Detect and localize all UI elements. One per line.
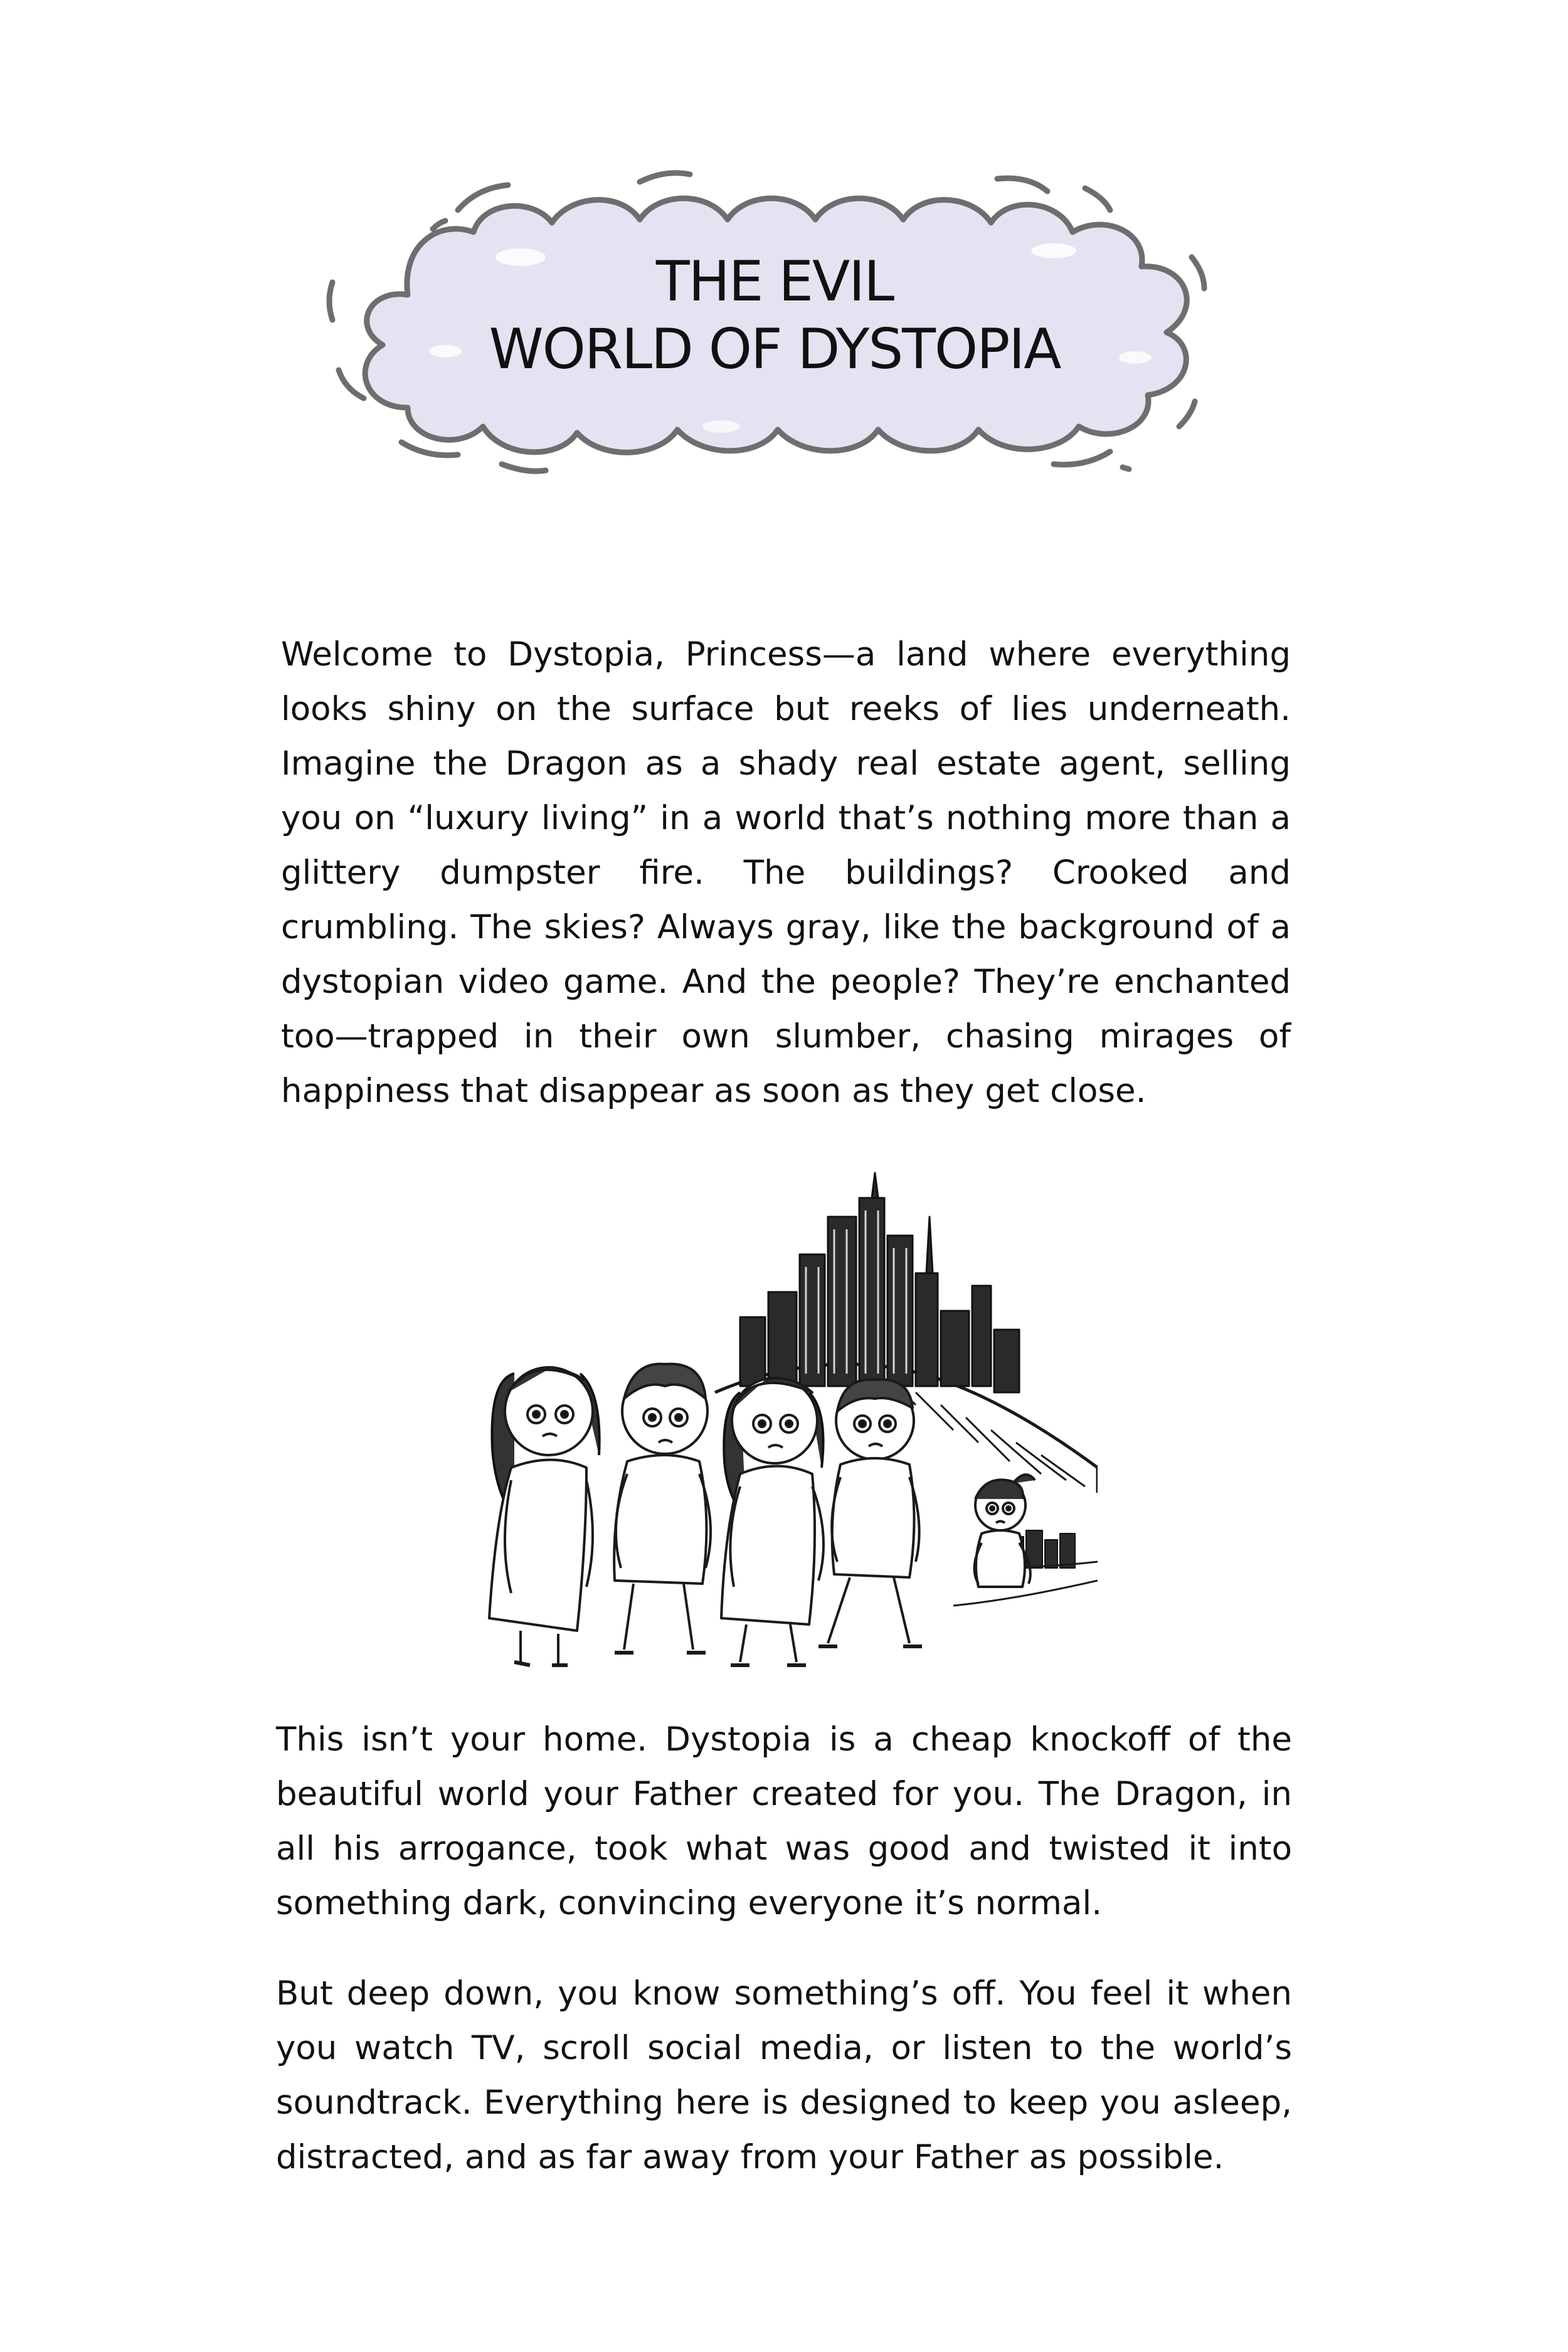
illustration-drawing [477,1167,1098,1681]
title-cloud [314,163,1236,489]
title-line-1: THE EVIL [655,249,894,314]
intro-paragraph [281,627,1291,1118]
dystopia-illustration [477,1167,1098,1681]
title-line-2: WORLD OF DYSTOPIA [489,317,1061,381]
paragraph-text: Welcome to Dystopia, Princess—a land where everything looks shiny on the surface but reeks of lies underneath. Imagine the Dragon as a shady real estate agent, selling you on “luxury living” in a world that’s nothing more than a glittery dumpster fire. The buildings? Crooked and crumbling. The skies? Always gray, like the background of a dystopian video game. And the people? They’re enchanted too—trapped in their own slumber, chasing mirages of happiness that disappear as soon as they get close. [281,635,1291,1110]
page-title [314,248,1236,383]
third-paragraph [276,1966,1292,2185]
paragraph-text: This isn’t your home. Dystopia is a cheap knockoff of the beautiful world your Father created for you. The Dragon, in all his arrogance, took what was good and twisted it into something dark, convincing everyone it’s normal. [276,1720,1292,1922]
second-paragraph [276,1712,1292,1931]
paragraph-text: But deep down, you know something’s off. You feel it when you watch TV, scroll social media, or listen to the world’s soundtrack. Everything here is designed to keep you asleep, distracted, and as far away from your Father as possible. [276,1974,1292,2176]
